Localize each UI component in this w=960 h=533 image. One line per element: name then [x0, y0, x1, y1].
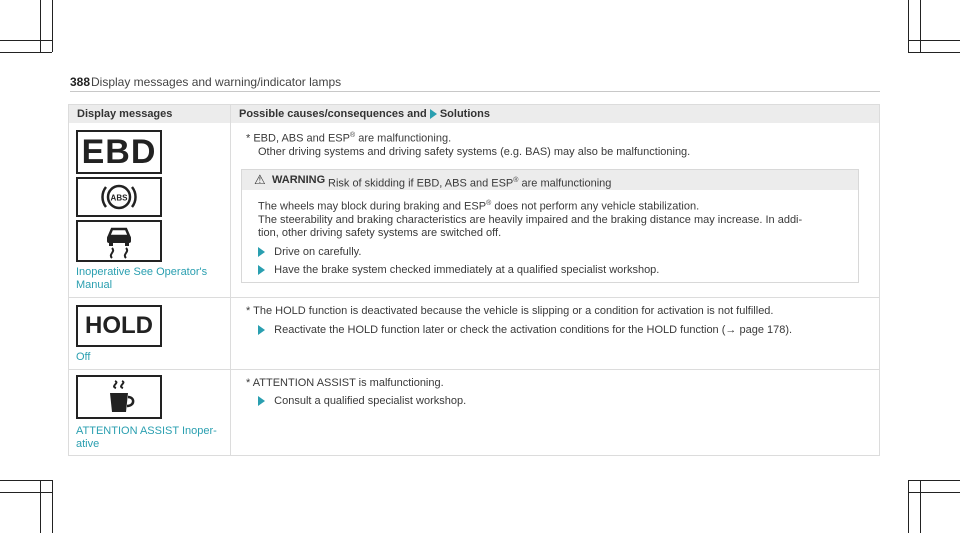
- crop-mark: [0, 40, 52, 41]
- page-ref[interactable]: page 178).: [739, 324, 793, 336]
- crop-mark: [908, 40, 960, 41]
- arrow-right-icon: [258, 265, 265, 275]
- hold-icon: [76, 305, 162, 347]
- abs-icon: [76, 177, 162, 217]
- warning-step2: [258, 264, 659, 277]
- warning-para2-line2: tion, other driving safety systems are switched off.: [258, 227, 502, 239]
- skid-car-icon: [76, 220, 162, 262]
- header-rule: [70, 91, 880, 92]
- row3-caption-line2: ative: [76, 438, 100, 450]
- warning-para1-text: The wheels may block during braking and ESP: [258, 200, 487, 213]
- crop-mark: [52, 0, 53, 52]
- registered-mark: ®: [486, 200, 492, 207]
- crop-mark: [0, 480, 52, 481]
- row3-step: [258, 395, 466, 408]
- row1-detail: Other driving systems and driving safety systems (e.g. BAS) may also be malfunctioning.: [258, 146, 691, 158]
- warning-title: WARNING: [272, 174, 326, 186]
- crop-mark: [40, 480, 41, 533]
- col-header-solutions: Solutions: [439, 108, 490, 120]
- row2-caption: Off: [76, 351, 91, 363]
- table-header: [69, 105, 879, 123]
- column-divider: [230, 105, 231, 455]
- asterisk: *: [246, 305, 251, 317]
- crop-mark: [920, 0, 921, 52]
- warning-box: [241, 169, 859, 283]
- row1-cause-tail: are malfunctioning.: [358, 132, 452, 145]
- arrow-right-icon: [258, 396, 265, 406]
- warning-step1-text: Drive on carefully.: [274, 246, 362, 258]
- crop-mark: [0, 52, 52, 53]
- page-ref-arrow: →: [725, 324, 737, 336]
- crop-mark: [920, 480, 921, 533]
- col-header-causes: [239, 108, 490, 120]
- warning-step2-text: Have the brake system checked immediately at a qualified specialist workshop.: [274, 264, 660, 276]
- warning-text: [328, 174, 611, 191]
- crop-mark: [908, 52, 960, 53]
- asterisk: *: [246, 132, 251, 145]
- warning-icon: ⚠: [254, 172, 266, 187]
- hold-icon-text: HOLD: [85, 312, 153, 339]
- col-header-causes-text: Possible causes/consequences and: [239, 108, 427, 120]
- warning-step1: [258, 246, 361, 259]
- warning-para2-line1: The steerability and braking characteristics are heavily impaired and the braking distance may increase. In addi-: [258, 214, 803, 226]
- col-header-messages: Display messages: [77, 108, 173, 120]
- row2-step-text: Reactivate the HOLD function later or check the activation conditions for the HOLD function (: [274, 324, 726, 336]
- messages-table: [68, 104, 880, 456]
- crop-mark: [52, 480, 53, 533]
- row2-step: [258, 324, 792, 337]
- crop-mark: [908, 0, 909, 52]
- registered-mark: ®: [513, 177, 519, 184]
- warning-para1-tail: does not perform any vehicle stabilization.: [494, 200, 700, 213]
- arrow-right-icon: [258, 325, 265, 335]
- row1-caption-line2: Manual: [76, 279, 113, 291]
- crop-mark: [908, 492, 960, 493]
- row2-cause-text: The HOLD function is deactivated because the vehicle is slipping or a condition for activation is not fulfilled.: [253, 305, 774, 317]
- asterisk: *: [246, 377, 251, 389]
- crop-mark: [40, 0, 41, 52]
- ebd-icon-text: EBD: [81, 132, 157, 171]
- arrow-right-icon: [430, 109, 437, 119]
- warning-para1: [258, 197, 699, 214]
- row1-cause: [246, 129, 451, 146]
- row-divider: [69, 297, 879, 298]
- page-number: 388: [70, 75, 91, 89]
- row2-cause: [246, 305, 773, 318]
- crop-mark: [0, 492, 52, 493]
- warning-text-main: Risk of skidding if EBD, ABS and ESP: [328, 177, 514, 190]
- row3-caption-line1: ATTENTION ASSIST Inoper-: [76, 425, 217, 437]
- row-divider: [69, 369, 879, 370]
- row3-cause-text: ATTENTION ASSIST is malfunctioning.: [252, 377, 444, 389]
- row1-cause-text: EBD, ABS and ESP: [253, 132, 350, 145]
- row1-caption-line1: Inoperative See Operator's: [76, 266, 208, 278]
- page-title: Display messages and warning/indicator lamps: [91, 75, 342, 89]
- crop-mark: [908, 480, 960, 481]
- arrow-right-icon: [258, 247, 265, 257]
- warning-header: [242, 170, 858, 190]
- row3-step-text: Consult a qualified specialist workshop.: [274, 395, 467, 407]
- abs-icon-text: ABS: [110, 193, 128, 203]
- coffee-cup-icon: [76, 375, 162, 419]
- row3-cause: [246, 377, 444, 390]
- crop-mark: [908, 480, 909, 533]
- registered-mark: ®: [349, 132, 356, 139]
- ebd-icon: [76, 130, 162, 174]
- warning-text-tail: are malfunctioning: [521, 177, 612, 190]
